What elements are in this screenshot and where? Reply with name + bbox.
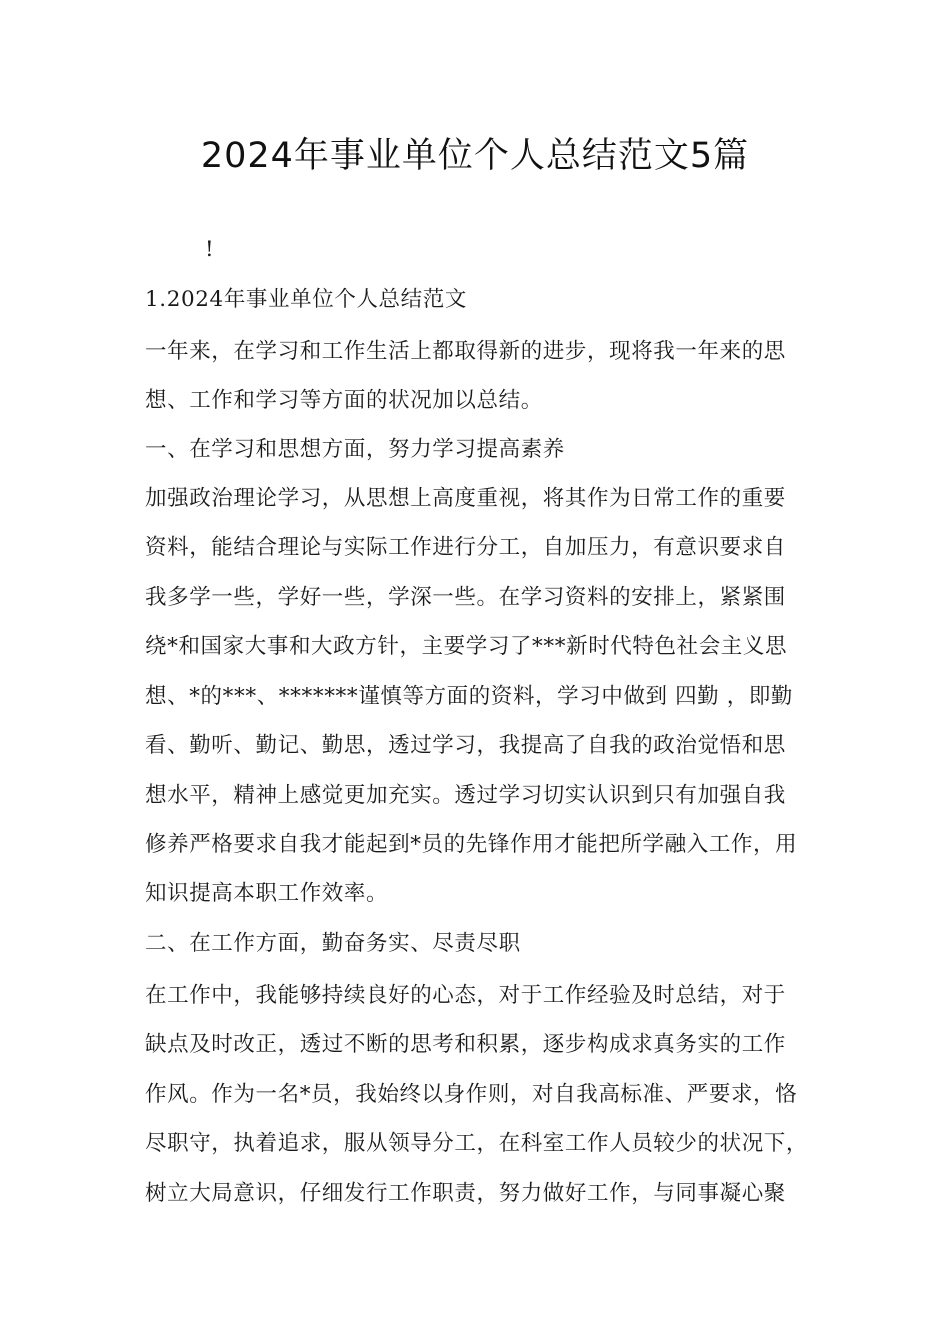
paragraph-line: 修养严格要求自我才能起到*员的先锋作用才能把所学融入工作，用 [145,832,798,857]
document-title: 2024年事业单位个人总结范文5篇 [200,136,750,176]
paragraph-line: 一年来，在学习和工作生活上都取得新的进步，现将我一年来的思 [145,339,786,364]
paragraph-line: 尽职守，执着追求，服从领导分工，在科室工作人员较少的状况下， [145,1131,809,1156]
section-heading: 一、在学习和思想方面，努力学习提高素养 [145,437,565,462]
paragraph-line: 看、勤听、勤记、勤思，透过学习，我提高了自我的政治觉悟和思 [145,733,786,758]
paragraph-line: 想、工作和学习等方面的状况加以总结。 [145,388,543,413]
paragraph-line: 知识提高本职工作效率。 [145,881,389,906]
section-heading: 1.2024年事业单位个人总结范文 [145,287,467,312]
paragraph-line: 想、*的***、*******谨慎等方面的资料，学习中做到 四勤 ，即勤 [145,684,794,709]
paragraph-line: 缺点及时改正，透过不断的思考和积累，逐步构成求真务实的工作 [145,1032,786,1057]
paragraph-line: 绕*和国家大事和大政方针，主要学习了***新时代特色社会主义思 [145,634,788,659]
exclamation-mark: ! [205,237,214,262]
paragraph-line: 作风。作为一名*员，我始终以身作则，对自我高标准、严要求，恪 [145,1082,798,1107]
paragraph-line: 树立大局意识，仔细发行工作职责，努力做好工作，与同事凝心聚 [145,1181,786,1206]
paragraph-line: 资料，能结合理论与实际工作进行分工，自加压力，有意识要求自 [145,535,786,560]
paragraph-line: 想水平，精神上感觉更加充实。透过学习切实认识到只有加强自我 [145,783,786,808]
paragraph-line: 我多学一些，学好一些，学深一些。在学习资料的安排上，紧紧围 [145,585,786,610]
paragraph-line: 加强政治理论学习，从思想上高度重视，将其作为日常工作的重要 [145,486,786,511]
section-heading: 二、在工作方面，勤奋务实、尽责尽职 [145,931,521,956]
paragraph-line: 在工作中，我能够持续良好的心态，对于工作经验及时总结，对于 [145,983,786,1008]
